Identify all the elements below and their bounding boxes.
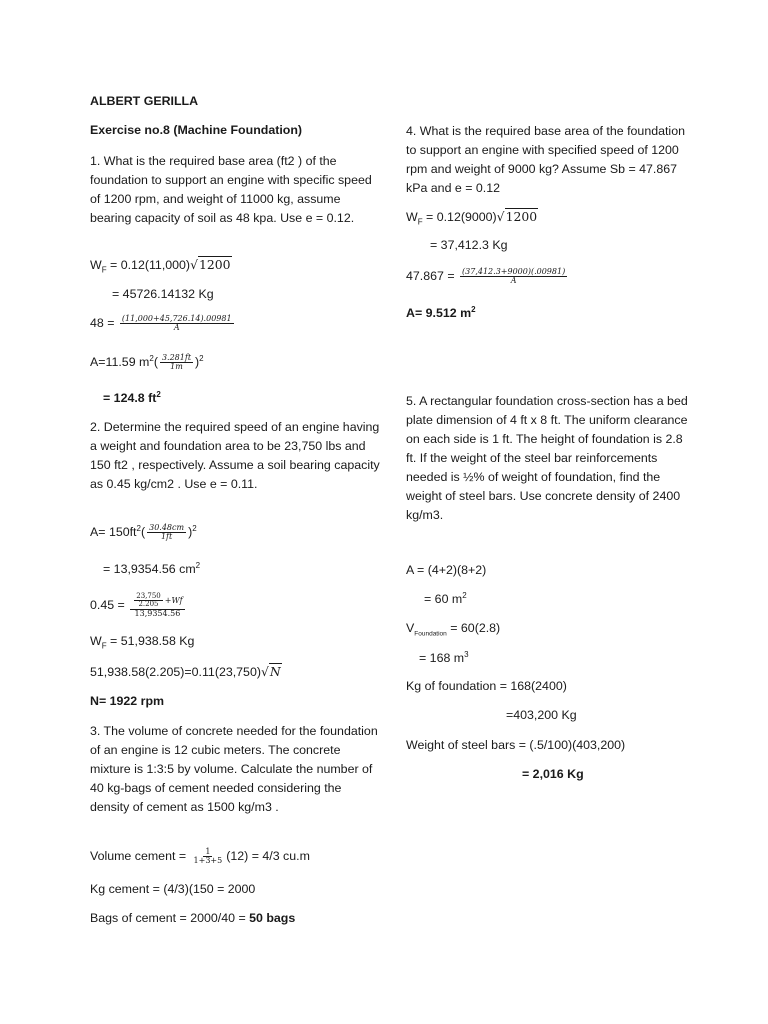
p1-wf-subscript: F — [101, 265, 107, 275]
p2-conversion-fraction — [147, 524, 186, 542]
p4-wf-radicand: 1200 — [505, 209, 538, 224]
p5-area-result-sup: 2 — [462, 591, 467, 600]
p2-inner-numerator: 23,750 — [136, 592, 161, 600]
p1-conv-sup: 2 — [199, 354, 204, 364]
p5-volume-line — [406, 621, 500, 637]
p3-fraction-numerator: 1 — [205, 847, 211, 856]
p5-steel-answer: = 2,016 Kg — [522, 767, 584, 781]
p1-answer — [103, 390, 161, 405]
p2-bearing-equation — [90, 593, 187, 618]
p2-fraction-denominator: 13,9354.56 — [134, 608, 181, 618]
p1-fraction-denominator: A — [173, 323, 180, 333]
p5-volume-result-sup: 3 — [464, 650, 469, 659]
p4-wf-subscript: F — [417, 217, 423, 227]
p5-v-symbol: V — [406, 621, 415, 635]
p4-answer-sup: 2 — [471, 305, 476, 314]
p2-conv-sup: 2 — [192, 524, 197, 534]
sqrt-symbol: √1200 — [496, 209, 538, 224]
p4-fraction-denominator: A — [510, 276, 517, 286]
p2-conv-denominator: 1ft — [160, 532, 173, 542]
p3-vol-rhs: (12) = 4/3 cu.m — [226, 849, 310, 864]
p1-answer-sup: 2 — [156, 390, 161, 399]
problem-4-question: 4. What is the required base area of the foundation to support an engine with specified speed of 1200 rpm and weight of 9000 kg? Assume Sb = 47.867 kPa and e = 0.12 — [406, 124, 685, 195]
p2-plus-wf: +Wf — [164, 595, 183, 605]
p1-weight-result: = 45726.14132 Kg — [112, 287, 214, 301]
p1-weight-equation — [90, 257, 232, 274]
p5-area-result — [424, 591, 467, 606]
p2-area-sup: 2 — [136, 524, 141, 534]
sqrt-symbol: √1200 — [190, 257, 231, 272]
p4-wf-symbol: W — [406, 210, 418, 224]
p5-kg-line: Kg of foundation = 168(2400) — [406, 679, 567, 693]
problem-1-question: 1. What is the required base area (ft2 ) of the foundation to support an engine with specific speed of 1200 rpm, and weight of 11000 kg, assume bearing capacity of soil as 48 kpa. Use e = 0.12. — [90, 154, 372, 225]
p2-inner-fraction — [134, 593, 163, 609]
p5-v-expression: = 60(2.8) — [446, 621, 501, 635]
p5-volume-result-text: = 168 m — [419, 651, 465, 666]
p3-bags-line — [90, 911, 295, 925]
p1-conv-denominator: 1m — [170, 362, 183, 372]
p3-fraction — [192, 848, 225, 866]
p4-bearing-equation — [406, 268, 569, 286]
exercise-title: Exercise no.8 (Machine Foundation) — [90, 123, 303, 137]
p1-wf-symbol: W — [90, 258, 102, 272]
p2-conv-numerator: 30.48cm — [149, 523, 185, 532]
p4-weight-result: = 37,412.3 Kg — [430, 238, 508, 252]
p3-kg-cement: Kg cement = (4/3)(150 = 2000 — [90, 882, 256, 896]
p2-area-prefix: A= 150ft — [90, 525, 137, 540]
p4-eq-lhs: 47.867 = — [406, 269, 459, 284]
p1-wf-radicand: 1200 — [198, 257, 231, 272]
p2-speed-lhs: 51,938.58(2.205)=0.11(23,750) — [90, 665, 261, 679]
p4-weight-equation — [406, 209, 538, 226]
p1-wf-expression: = 0.12(11,000) — [106, 258, 191, 272]
p2-area-result-sup: 2 — [195, 561, 201, 570]
p4-wf-expression: = 0.12(9000) — [422, 210, 497, 224]
p1-answer-text: = 124.8 ft — [103, 391, 157, 406]
problem-3-question: 3. The volume of concrete needed for the foundation of an engine is 12 cubic meters. The concrete mixture is 1:3:5 by volume. Calculate the number of 40 kg-bags of cement needed considering the density of cement as 1500 kg/m3 . — [90, 724, 378, 814]
p4-answer-text: A= 9.512 m — [406, 306, 472, 321]
p1-eq-lhs: 48 = — [90, 316, 118, 331]
p3-bags-answer: 50 bags — [249, 911, 296, 925]
p1-area-prefix: A=11.59 m — [90, 355, 150, 370]
problem-5-question: 5. A rectangular foundation cross-section has a bed plate dimension of 4 ft x 8 ft. The uniform clearance on each side is 1 ft. The height of foundation is 2.8 ft. If the weight of the steel bar reinforcements needed is ½% of weight of foundation, find the weight of steel bars. Use concrete density of 2400 kg/m3. — [406, 394, 688, 522]
p5-area-line: A = (4+2)(8+2) — [406, 563, 487, 577]
p2-wf-subscript: F — [101, 641, 107, 651]
p2-area-result — [103, 561, 200, 576]
p2-inner-denominator: 2.205 — [138, 600, 159, 609]
problem-2-question: 2. Determine the required speed of an engine having a weight and foundation area to be 23,750 lbs and 150 ft2 , respectively. Assume a soil bearing capacity as 0.45 kg/cm2 . Use e = 0.11. — [90, 420, 380, 491]
p1-fraction-numerator: (11,000+45,726.14).00981 — [121, 314, 232, 323]
p1-conv-numerator: 3.281ft — [161, 353, 192, 362]
author-name: ALBERT GERILLA — [90, 94, 199, 108]
p1-conversion-fraction — [160, 354, 193, 372]
p2-area-result-text: = 13,9354.56 cm — [103, 562, 196, 577]
p1-fraction — [120, 315, 234, 333]
p3-bags-prefix: Bags of cement = 2000/40 = — [90, 911, 250, 925]
p3-vol-lhs: Volume cement = — [90, 849, 190, 864]
p5-steel-line: Weight of steel bars = (.5/100)(403,200) — [406, 738, 626, 752]
p4-fraction — [460, 268, 567, 286]
sqrt-symbol: √N — [260, 664, 281, 679]
p1-bearing-equation — [90, 315, 236, 333]
p2-speed-equation — [90, 664, 282, 679]
p5-v-subscript: Foundation — [414, 630, 447, 638]
p2-wf-result — [90, 634, 194, 650]
p3-volume-equation — [90, 848, 310, 866]
p2-wf-value: = 51,938.58 Kg — [106, 634, 195, 648]
p2-speed-radicand: N — [269, 664, 281, 679]
p2-eq-lhs: 0.45 = — [90, 597, 129, 612]
p2-fraction — [130, 593, 184, 618]
p4-fraction-numerator: (37,412.3+9000)(.00981) — [462, 267, 566, 276]
p2-answer: N= 1922 rpm — [90, 694, 165, 708]
p2-wf-symbol: W — [90, 634, 102, 648]
p4-answer — [406, 305, 476, 320]
p1-area-conversion: A=11.59 $m^2$( $\frac{3.281ft}{1m}$ )$^2$ — [90, 353, 204, 372]
p3-fraction-denominator: 1+3+5 — [193, 856, 223, 866]
p2-fraction-numerator — [130, 593, 184, 610]
p5-volume-result — [419, 650, 469, 665]
p5-area-result-text: = 60 m — [424, 592, 463, 607]
p2-area-conversion: $A= 150ft^2$( $\frac{30.48cm}{1ft}$ )$^2$ — [90, 523, 197, 542]
p5-kg-result: =403,200 Kg — [506, 708, 577, 722]
p1-area-sup: 2 — [149, 354, 154, 364]
